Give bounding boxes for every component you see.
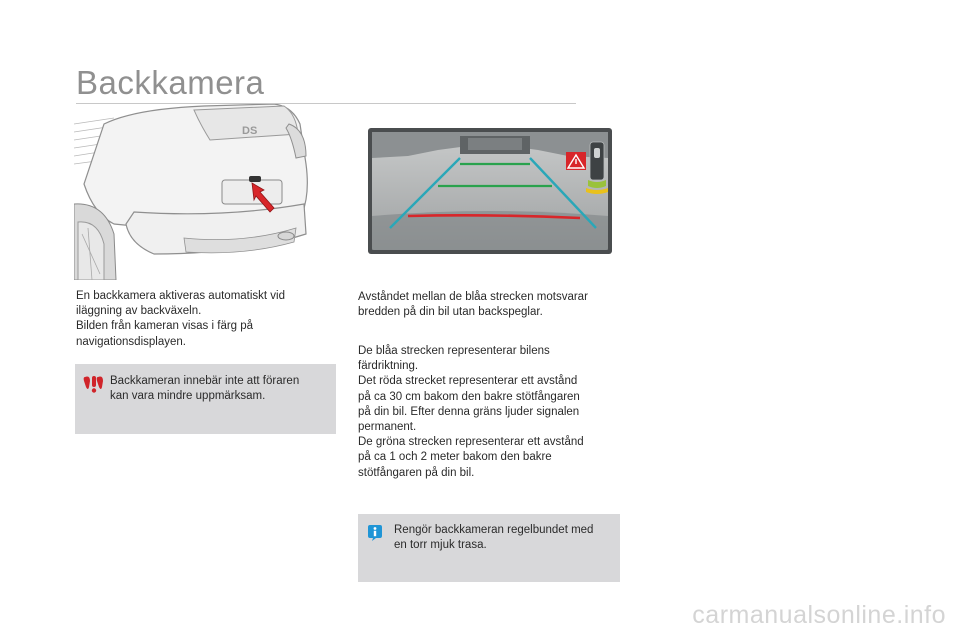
text-line: De blåa strecken representerar bilens <box>358 345 550 357</box>
text-line: stötfångaren på din bil. <box>358 466 475 479</box>
rear-camera-view <box>368 128 612 254</box>
text-line: Backkameran innebär inte att föraren <box>110 375 300 387</box>
svg-text:DS: DS <box>242 125 258 137</box>
car-rear-illustration <box>74 104 320 280</box>
text-line: bredden på din bil utan backspeglar. <box>358 306 543 319</box>
hazard-triangle-icon <box>566 152 586 170</box>
text-line: permanent. <box>358 421 417 434</box>
text-line: kan vara mindre uppmärksam. <box>110 390 266 403</box>
text-line: Det röda strecket representerar ett avstånd <box>358 375 578 388</box>
watermark: carmanualsonline.info <box>692 601 946 629</box>
lines-meaning-paragraph <box>358 344 623 481</box>
text-line: iläggning av backväxeln. <box>76 305 202 318</box>
text-line: på ca 1 och 2 meter bakom den bakre <box>358 451 552 464</box>
warning-exclamation-icon <box>82 375 106 393</box>
text-line: Bilden från kameran visas i färg på <box>76 320 254 333</box>
text-line: på ca 30 cm bakom den bakre stötfångaren <box>358 390 580 403</box>
text-line: Rengör backkameran regelbundet med <box>394 524 594 536</box>
info-icon <box>367 524 383 542</box>
info-box <box>358 514 620 582</box>
text-line: en torr mjuk trasa. <box>394 539 487 552</box>
page-title: Backkamera <box>76 64 265 101</box>
warning-box <box>75 364 336 434</box>
text-line: färdriktning. <box>358 360 419 373</box>
text-line: på din bil. Efter denna gräns ljuder signalen <box>358 405 580 418</box>
text-line: En backkamera aktiveras automatiskt vid <box>76 290 286 302</box>
intro-paragraph <box>76 289 336 350</box>
text-line: De gröna strecken representerar ett avstånd <box>358 436 584 449</box>
text-line: Avståndet mellan de blåa strecken motsvarar <box>358 291 588 303</box>
lines-distance-paragraph <box>358 290 623 320</box>
text-line: navigationsdisplayen. <box>76 335 186 348</box>
